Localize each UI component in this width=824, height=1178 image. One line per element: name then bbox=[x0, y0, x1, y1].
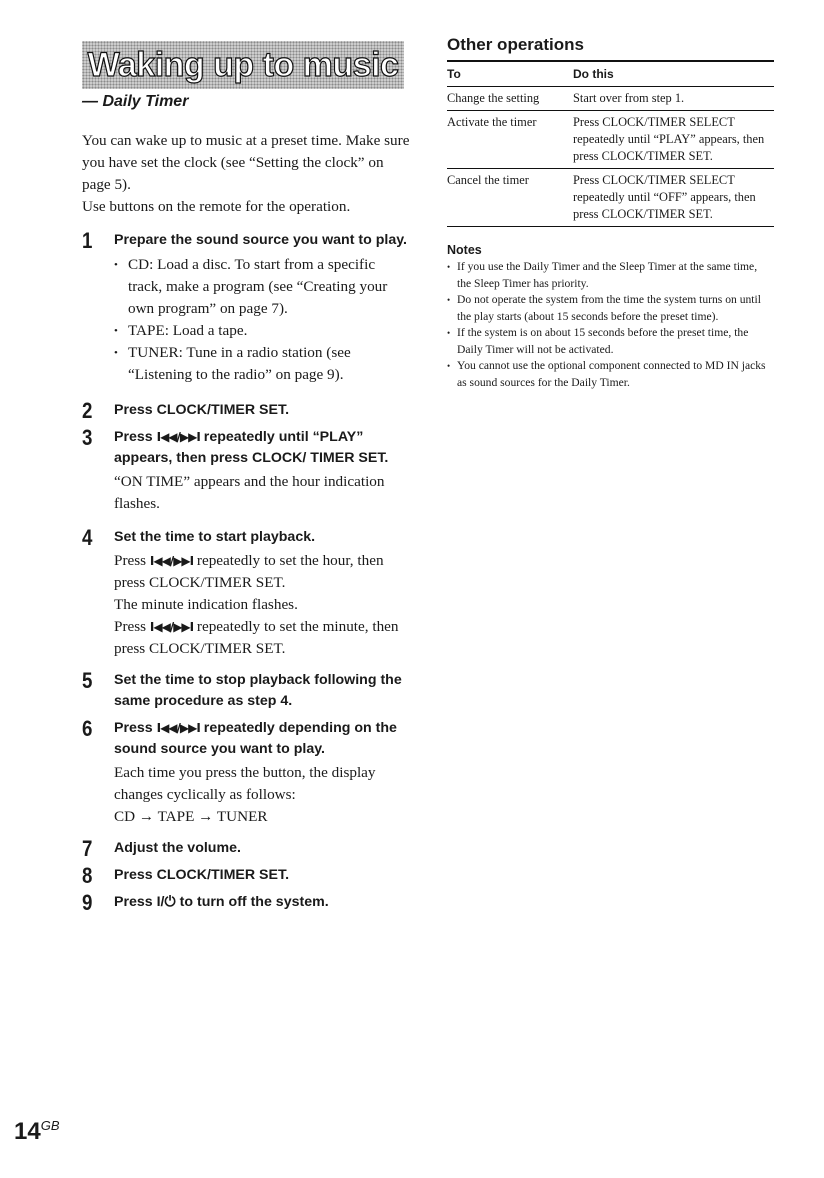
step-number: 1 bbox=[82, 228, 93, 253]
step-number: 3 bbox=[82, 425, 93, 450]
step-body: The minute indication flashes. bbox=[114, 596, 298, 613]
slash: / bbox=[176, 430, 180, 444]
table-cell: Change the setting bbox=[447, 87, 573, 111]
source-list bbox=[114, 254, 412, 386]
step-number: 6 bbox=[82, 716, 93, 741]
table-cell: Activate the timer bbox=[447, 111, 573, 169]
slash: / bbox=[169, 620, 174, 634]
step-title bbox=[114, 427, 412, 469]
step-title: Press CLOCK/TIMER SET. bbox=[114, 867, 290, 883]
step-number: 9 bbox=[82, 890, 93, 915]
table-cell: Press CLOCK/TIMER SELECT repeatedly until “PLAY” appears, then press CLOCK/TIMER SET. bbox=[573, 111, 774, 169]
list-item: • If the system is on about 15 seconds before the preset time, the Daily Timer will not be activated. bbox=[447, 325, 774, 358]
step-text: Press bbox=[114, 429, 153, 445]
step-title bbox=[114, 718, 412, 760]
step-number: 7 bbox=[82, 836, 93, 861]
step-1 bbox=[82, 230, 412, 386]
skip-forward-icon: ▶▶I bbox=[179, 721, 200, 735]
operations-table bbox=[447, 60, 774, 227]
step-9 bbox=[82, 892, 412, 913]
step-title: Adjust the volume. bbox=[114, 840, 241, 856]
list-item: • CD: Load a disc. To start from a specific track, make a program (see “Creating your own program” on page 7). bbox=[114, 254, 412, 320]
step-text: repeatedly until “PLAY” appears, then press CLOCK/ TIMER SET. bbox=[114, 429, 389, 466]
cycle-sequence: CD → TAPE → TUNER bbox=[114, 808, 268, 825]
intro-paragraph: You can wake up to music at a preset time. Make sure you have set the clock (see “Setting the clock” on page 5). bbox=[82, 132, 410, 193]
other-operations-column bbox=[447, 34, 774, 391]
table-cell: Cancel the timer bbox=[447, 169, 573, 227]
skip-back-icon: I◀◀ bbox=[149, 620, 170, 634]
step-number: 2 bbox=[82, 398, 93, 423]
section-title-banner bbox=[82, 41, 404, 89]
step-number: 8 bbox=[82, 863, 93, 888]
table-cell: Start over from step 1. bbox=[573, 87, 774, 111]
step-text: Press bbox=[114, 894, 153, 910]
step-title bbox=[114, 892, 412, 913]
step-7 bbox=[82, 838, 412, 859]
page-number bbox=[14, 1118, 60, 1146]
step-text: repeatedly to set the hour, then press CLOCK/TIMER SET. bbox=[114, 552, 384, 591]
page-number-value: 14 bbox=[14, 1118, 41, 1145]
power-icon: I/⏻ bbox=[156, 894, 176, 910]
step-body bbox=[114, 550, 412, 594]
step-8 bbox=[82, 865, 412, 886]
skip-forward-icon: ▶▶I bbox=[173, 554, 194, 568]
step-4 bbox=[82, 527, 412, 660]
page-region: GB bbox=[40, 1118, 60, 1133]
intro-paragraph-remote: Use buttons on the remote for the operation. bbox=[82, 198, 351, 215]
step-5 bbox=[82, 670, 412, 712]
step-number: 5 bbox=[82, 668, 93, 693]
step-title: Prepare the sound source you want to play. bbox=[114, 232, 408, 248]
other-operations-title: Other operations bbox=[447, 35, 584, 54]
list-item: • You cannot use the optional component connected to MD IN jacks as sound sources for the Daily Timer. bbox=[447, 358, 774, 391]
list-item: • TAPE: Load a tape. bbox=[114, 320, 412, 342]
skip-back-icon: I◀◀ bbox=[156, 721, 177, 735]
step-text: repeatedly depending on the sound source you want to play. bbox=[114, 720, 397, 757]
instructions-column bbox=[82, 130, 412, 913]
step-text: Press bbox=[114, 720, 153, 736]
slash: / bbox=[176, 721, 180, 735]
slash: / bbox=[169, 554, 174, 568]
notes-list bbox=[447, 259, 774, 391]
step-title: Set the time to start playback. bbox=[114, 529, 316, 545]
step-text: Press bbox=[114, 618, 147, 635]
skip-forward-icon: ▶▶I bbox=[179, 430, 200, 444]
skip-forward-icon: ▶▶I bbox=[173, 620, 194, 634]
step-title: Press CLOCK/TIMER SET. bbox=[114, 402, 290, 418]
table-cell: Press CLOCK/TIMER SELECT repeatedly until “OFF” appears, then press CLOCK/TIMER SET. bbox=[573, 169, 774, 227]
step-body: Each time you press the button, the display changes cyclically as follows: bbox=[114, 764, 376, 803]
step-text: to turn off the system. bbox=[179, 894, 329, 910]
step-number: 4 bbox=[82, 525, 93, 550]
step-body bbox=[114, 616, 412, 660]
step-text: Press bbox=[114, 552, 147, 569]
step-text: repeatedly to set the minute, then press CLOCK/TIMER SET. bbox=[114, 618, 399, 657]
step-3 bbox=[82, 427, 412, 515]
step-title: Set the time to stop playback following the same procedure as step 4. bbox=[114, 672, 402, 709]
column-header-do-this: Do this bbox=[573, 61, 774, 87]
list-item: • Do not operate the system from the time the system turns on until the play starts (about 15 seconds before the preset time). bbox=[447, 292, 774, 325]
skip-back-icon: I◀◀ bbox=[156, 430, 177, 444]
step-2 bbox=[82, 400, 412, 421]
column-header-to: To bbox=[447, 61, 573, 87]
section-subtitle: — Daily Timer bbox=[82, 93, 189, 110]
list-item: • TUNER: Tune in a radio station (see “Listening to the radio” on page 9). bbox=[114, 342, 412, 386]
skip-back-icon: I◀◀ bbox=[149, 554, 170, 568]
table-header-row bbox=[447, 61, 774, 87]
step-6 bbox=[82, 718, 412, 828]
table-row bbox=[447, 169, 774, 227]
notes-title: Notes bbox=[447, 243, 482, 257]
step-body: “ON TIME” appears and the hour indication flashes. bbox=[114, 473, 385, 512]
section-title: Waking up to music bbox=[87, 45, 399, 84]
table-row bbox=[447, 111, 774, 169]
table-row bbox=[447, 87, 774, 111]
list-item: • If you use the Daily Timer and the Sleep Timer at the same time, the Sleep Timer has priority. bbox=[447, 259, 774, 292]
